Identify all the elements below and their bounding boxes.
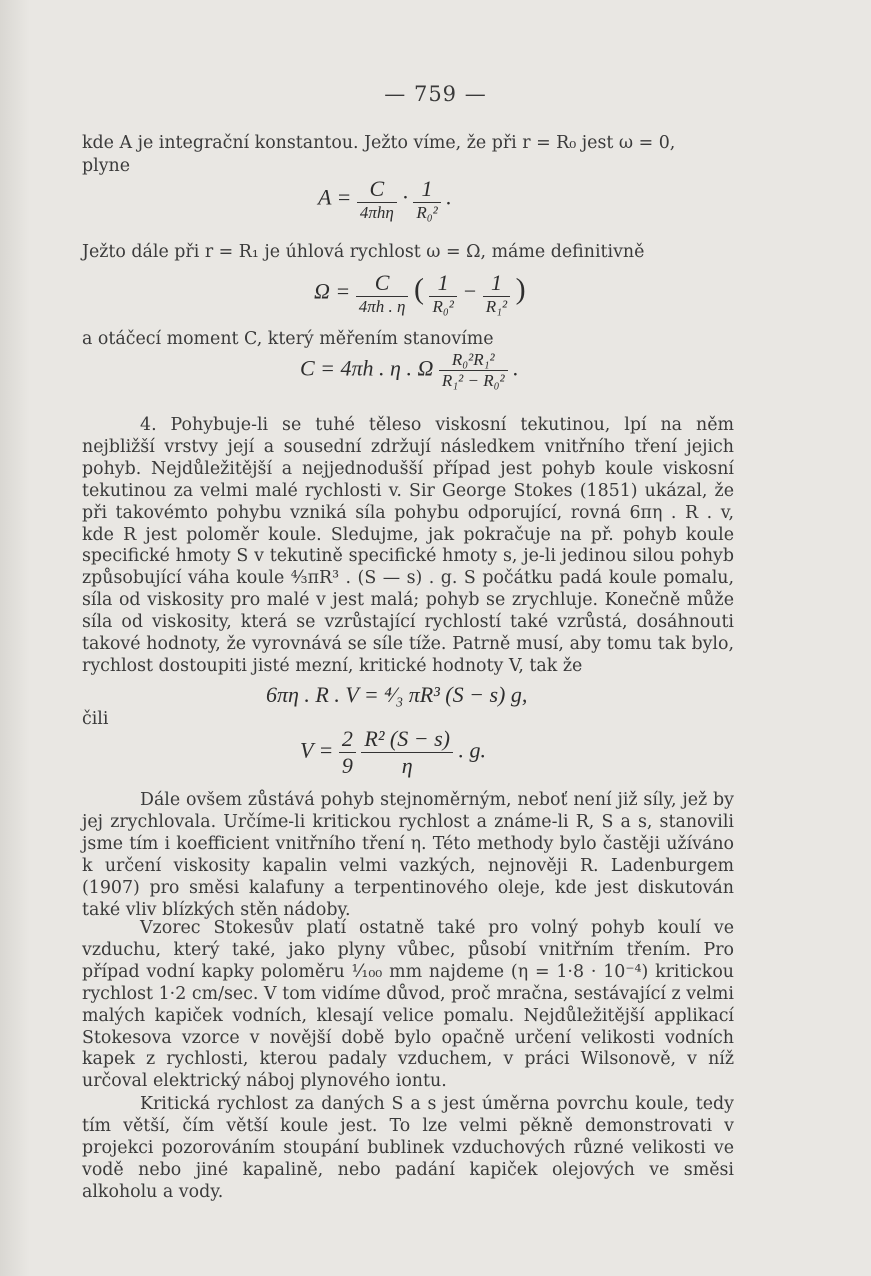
eq1-end: . <box>446 184 452 210</box>
eq5-num1: 2 <box>341 726 353 751</box>
text-cili: čili <box>82 709 109 729</box>
eq5-den1: 9 <box>339 752 356 779</box>
text-line-4: a otáčecí moment C, který měřením stanovíme <box>82 329 494 349</box>
eq2-num1: 1 <box>437 270 449 295</box>
eq1-den2: R₀² <box>413 202 440 223</box>
eq5-num2: R² (S − s) <box>364 726 450 751</box>
eq2-fraction <box>356 270 409 317</box>
eq3-end: . <box>513 355 519 381</box>
page-number: — 759 — <box>384 82 487 106</box>
eq2-fraction-2 <box>483 270 510 317</box>
eq1-num1: C <box>369 176 385 201</box>
paragraph-7: Kritická rychlost za daných S a s jest úměrna povrchu koule, tedy tím větší, čím větší koule jest. To lze velmi pěkně demonstrovati v projekci pozorováním stoupání bublinek vzduchových různé velikosti ve vodě nebo jiné kapalině, nebo padání kapiček olejových ve směsi alkoholu a vody. <box>82 1094 734 1202</box>
eq2-bracket-open: ( <box>413 272 424 306</box>
eq5-den2: η <box>361 752 453 779</box>
eq5-fraction-1 <box>339 726 356 779</box>
equation-4: 6πη . R . V = ⁴⁄₃ πR³ (S − s) g, <box>266 682 528 707</box>
eq3-num: R₀²R₁² <box>451 350 495 369</box>
text-line-1: kde A je integrační konstantou. Ježto víme, že při r = R₀ jest ω = 0, <box>82 133 676 153</box>
eq2-num: C <box>374 270 390 295</box>
paragraph-4: 4. Pohybuje-li se tuhé těleso viskosní tekutinou, lpí na něm nejbližší vrstvy její a sousední zdržují následkem vnitřního tření jejich pohyb. Nejdůležitější a nejjednodušší případ jest pohyb koule viskosní tekutinou za velmi malé rychlosti v. Sir George Stokes (1851) ukázal, že při takovémto pohybu vzniká síla pohybu odporující, rovná 6πη . R . v, kde R jest poloměr koule. Sledujme, jak pokračuje na př. pohyb koule specifické hmoty S v tekutině specifické hmoty s, je-li jedinou silou pohyb způsobující váha koule ⁴⁄₃πR³ . (S — s) . g. S počátku padá koule pomalu, síla od viskosity pro malé v jest malá; pohyb se zrychluje. Konečně může síla od viskosity, která se vzrůstající rychlostí také vzrůstá, dosáhnouti takové hodnoty, že vyrovnává se síle tíže. Patrně musí, aby tomu tak bylo, rychlost dostoupiti jisté mezní, kritické hodnoty V, tak že <box>82 415 734 676</box>
equation-1 <box>318 176 452 223</box>
equation-3 <box>300 350 519 391</box>
eq5-lhs: V = <box>300 737 334 763</box>
eq2-lhs: Ω = <box>314 278 351 304</box>
eq2-minus: − <box>462 278 478 304</box>
eq2-fraction-1 <box>429 270 456 317</box>
equation-5 <box>300 726 486 779</box>
paragraph-6: Vzorec Stokesův platí ostatně také pro volný pohyb koulí ve vzduchu, který také, jako plyny vůbec, působí vnitřním třením. Pro případ vodní kapky poloměru ¹⁄₁₀₀ mm najdeme (η = 1·8 · 10⁻⁴) kritickou rychlost 1·2 cm/sec. V tom vidíme důvod, proč mračna, sestávající z velmi malých kapiček vodních, klesají velice pomalu. Nejdůležitější applikací Stokesova vzorce v novější době bylo opačně určení velikosti vodních kapek z rychlosti, kterou padaly vzduchem, v práci Wilsonově, v níž určoval elektrický náboj plynového iontu. <box>82 918 734 1092</box>
eq1-lhs: A = <box>318 184 352 210</box>
eq3-den: R₁² − R₀² <box>439 370 508 391</box>
paragraph-5: Dále ovšem zůstává pohyb stejnoměrným, neboť není již síly, jež by jej zrychlovala. Určíme-li kritickou rychlost a známe-li R, S a s, stanovili jsme tím i koefficient vnitřního tření η. Této methody bylo častěji užíváno k určení viskosity kapalin velmi vazkých, nejnověji R. Ladenburgem (1907) pro směsi kalafuny a terpentinového oleje, kde jest diskutován také vliv blízkých stěn nádoby. <box>82 790 734 920</box>
eq2-num2: 1 <box>490 270 502 295</box>
eq5-end: . g. <box>458 737 486 763</box>
eq2-den2: R₁² <box>483 296 510 317</box>
eq1-fraction-2 <box>413 176 440 223</box>
eq1-dot: · <box>402 184 408 210</box>
eq1-fraction-1 <box>357 176 397 223</box>
eq2-bracket-close: ) <box>515 272 526 306</box>
eq2-den1: R₀² <box>429 296 456 317</box>
eq3-lhs: C = 4πh . η . Ω <box>300 355 434 381</box>
eq2-den: 4πh . η <box>356 296 409 317</box>
scan-shadow <box>0 0 30 1276</box>
text-line-3: Ježto dále při r = R₁ je úhlová rychlost ω = Ω, máme definitivně <box>82 242 645 262</box>
eq1-num2: 1 <box>421 176 433 201</box>
equation-2 <box>314 270 526 317</box>
eq1-den1: 4πhη <box>357 202 397 223</box>
eq3-fraction <box>439 350 508 391</box>
eq5-fraction-2 <box>361 726 453 779</box>
text-line-2: plyne <box>82 156 131 176</box>
